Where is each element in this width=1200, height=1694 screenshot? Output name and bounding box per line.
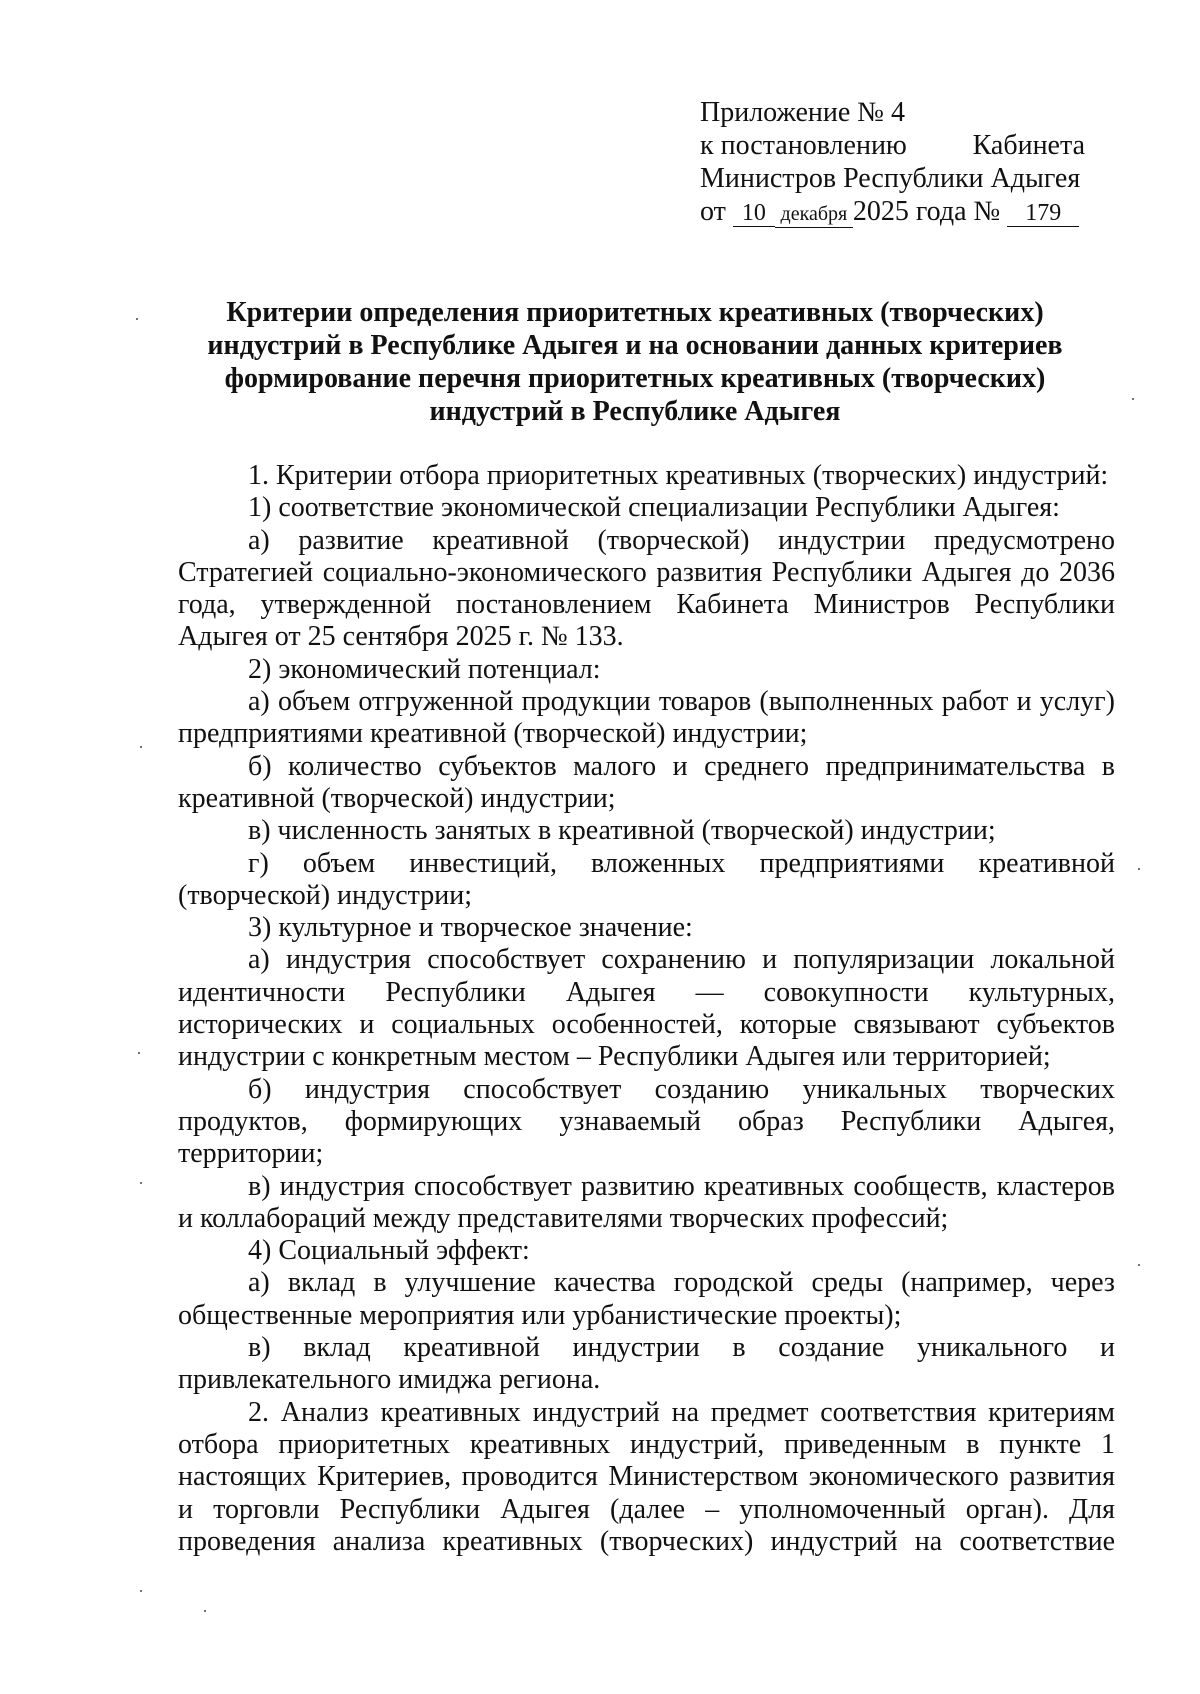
decree-reference-right: Кабинета — [972, 130, 1085, 161]
scan-speck — [140, 746, 142, 748]
paragraph: г) объем инвестиций, вложенных предприятиями креативной (творческой) индустрии; — [178, 847, 1115, 911]
paragraph: а) объем отгруженной продукции товаров (выполненных работ и услуг) предприятиями креативной (творческой) индустрии; — [178, 686, 1115, 750]
title-line-3: формирование перечня приоритетных креативных (творческих) — [224, 363, 1046, 394]
scan-speck — [1138, 1264, 1140, 1266]
scan-speck — [1132, 398, 1134, 400]
paragraph: 1. Критерии отбора приоритетных креативных (творческих) индустрий: — [248, 460, 1109, 491]
scan-speck — [138, 1052, 140, 1054]
title-line-4: индустрий в Республике Адыгея — [429, 396, 841, 427]
scan-speck — [1138, 868, 1140, 870]
appendix-header — [700, 96, 1085, 228]
paragraph: а) индустрия способствует сохранению и популяризации локальной идентичности Республики Адыгея — совокупности культурных, исторических и социальных особенностей, которые связывают субъектов индустрии с конкретным местом – Республики Адыгея или территорией; — [178, 944, 1115, 1073]
document-body — [178, 460, 1115, 1558]
paragraph: в) индустрия способствует развитию креативных сообществ, кластеров и коллабораций между представителями творческих профессий; — [178, 1170, 1115, 1234]
paragraph: 4) Социальный эффект: — [248, 1235, 530, 1267]
paragraph: в) вклад креативной индустрии в создание уникального и привлекательного имиджа региона. — [178, 1332, 1115, 1396]
date-year: 2025 года № — [852, 196, 1001, 227]
appendix-number: Приложение № 4 — [700, 97, 905, 128]
paragraph: б) индустрия способствует созданию уникальных творческих продуктов, формирующих узнаваемый образ Республики Адыгея, территории; — [178, 1073, 1115, 1170]
title-line-1: Критерии определения приоритетных креативных (творческих) — [226, 297, 1044, 328]
date-prefix: от — [700, 196, 726, 227]
decree-reference-left: к постановлению — [700, 130, 907, 161]
paragraph: 3) культурное и творческое значение: — [248, 912, 693, 944]
title-line-2: индустрий в Республике Адыгея и на основании данных критериев — [207, 330, 1063, 361]
date-day: 10 — [733, 200, 775, 227]
date-month: декабря — [775, 201, 853, 228]
paragraph: а) развитие креативной (творческой) индустрии предусмотрено Стратегией социально-экономического развития Республики Адыгея до 2036 года, утвержденной постановлением Кабинета Министров Республики Адыгея от 25 сентября 2025 г. № 133. — [178, 524, 1115, 653]
scan-speck — [204, 1610, 206, 1612]
paragraph: в) численность занятых в креативной (творческой) индустрии; — [248, 815, 996, 847]
decree-reference — [700, 129, 1085, 162]
decree-number: 179 — [1007, 200, 1079, 227]
paragraph: 2) экономический потенциал: — [248, 653, 601, 685]
document-title — [200, 296, 1070, 428]
paragraph: 1) соответствие экономической специализации Республики Адыгея: — [248, 492, 1060, 524]
paragraph: а) вклад в улучшение качества городской среды (например, через общественные мероприятия или урбанистические проекты); — [178, 1267, 1115, 1331]
paragraph: 2. Анализ креативных индустрий на предмет соответствия критериям отбора приоритетных креативных индустрий, приведенным в пункте 1 настоящих Критериев, проводится Министерством экономического развития и торговли Республики Адыгея (далее – уполномоченный орган). Для проведения анализа креативных (творческих) индустрий на соответствие — [178, 1396, 1115, 1557]
scan-speck — [140, 1590, 142, 1592]
decree-date-line — [700, 195, 1085, 228]
scan-speck — [136, 318, 138, 320]
scan-speck — [140, 1182, 142, 1184]
paragraph: б) количество субъектов малого и среднего предпринимательства в креативной (творческой) индустрии; — [178, 750, 1115, 814]
issuing-body: Министров Республики Адыгея — [700, 163, 1081, 194]
